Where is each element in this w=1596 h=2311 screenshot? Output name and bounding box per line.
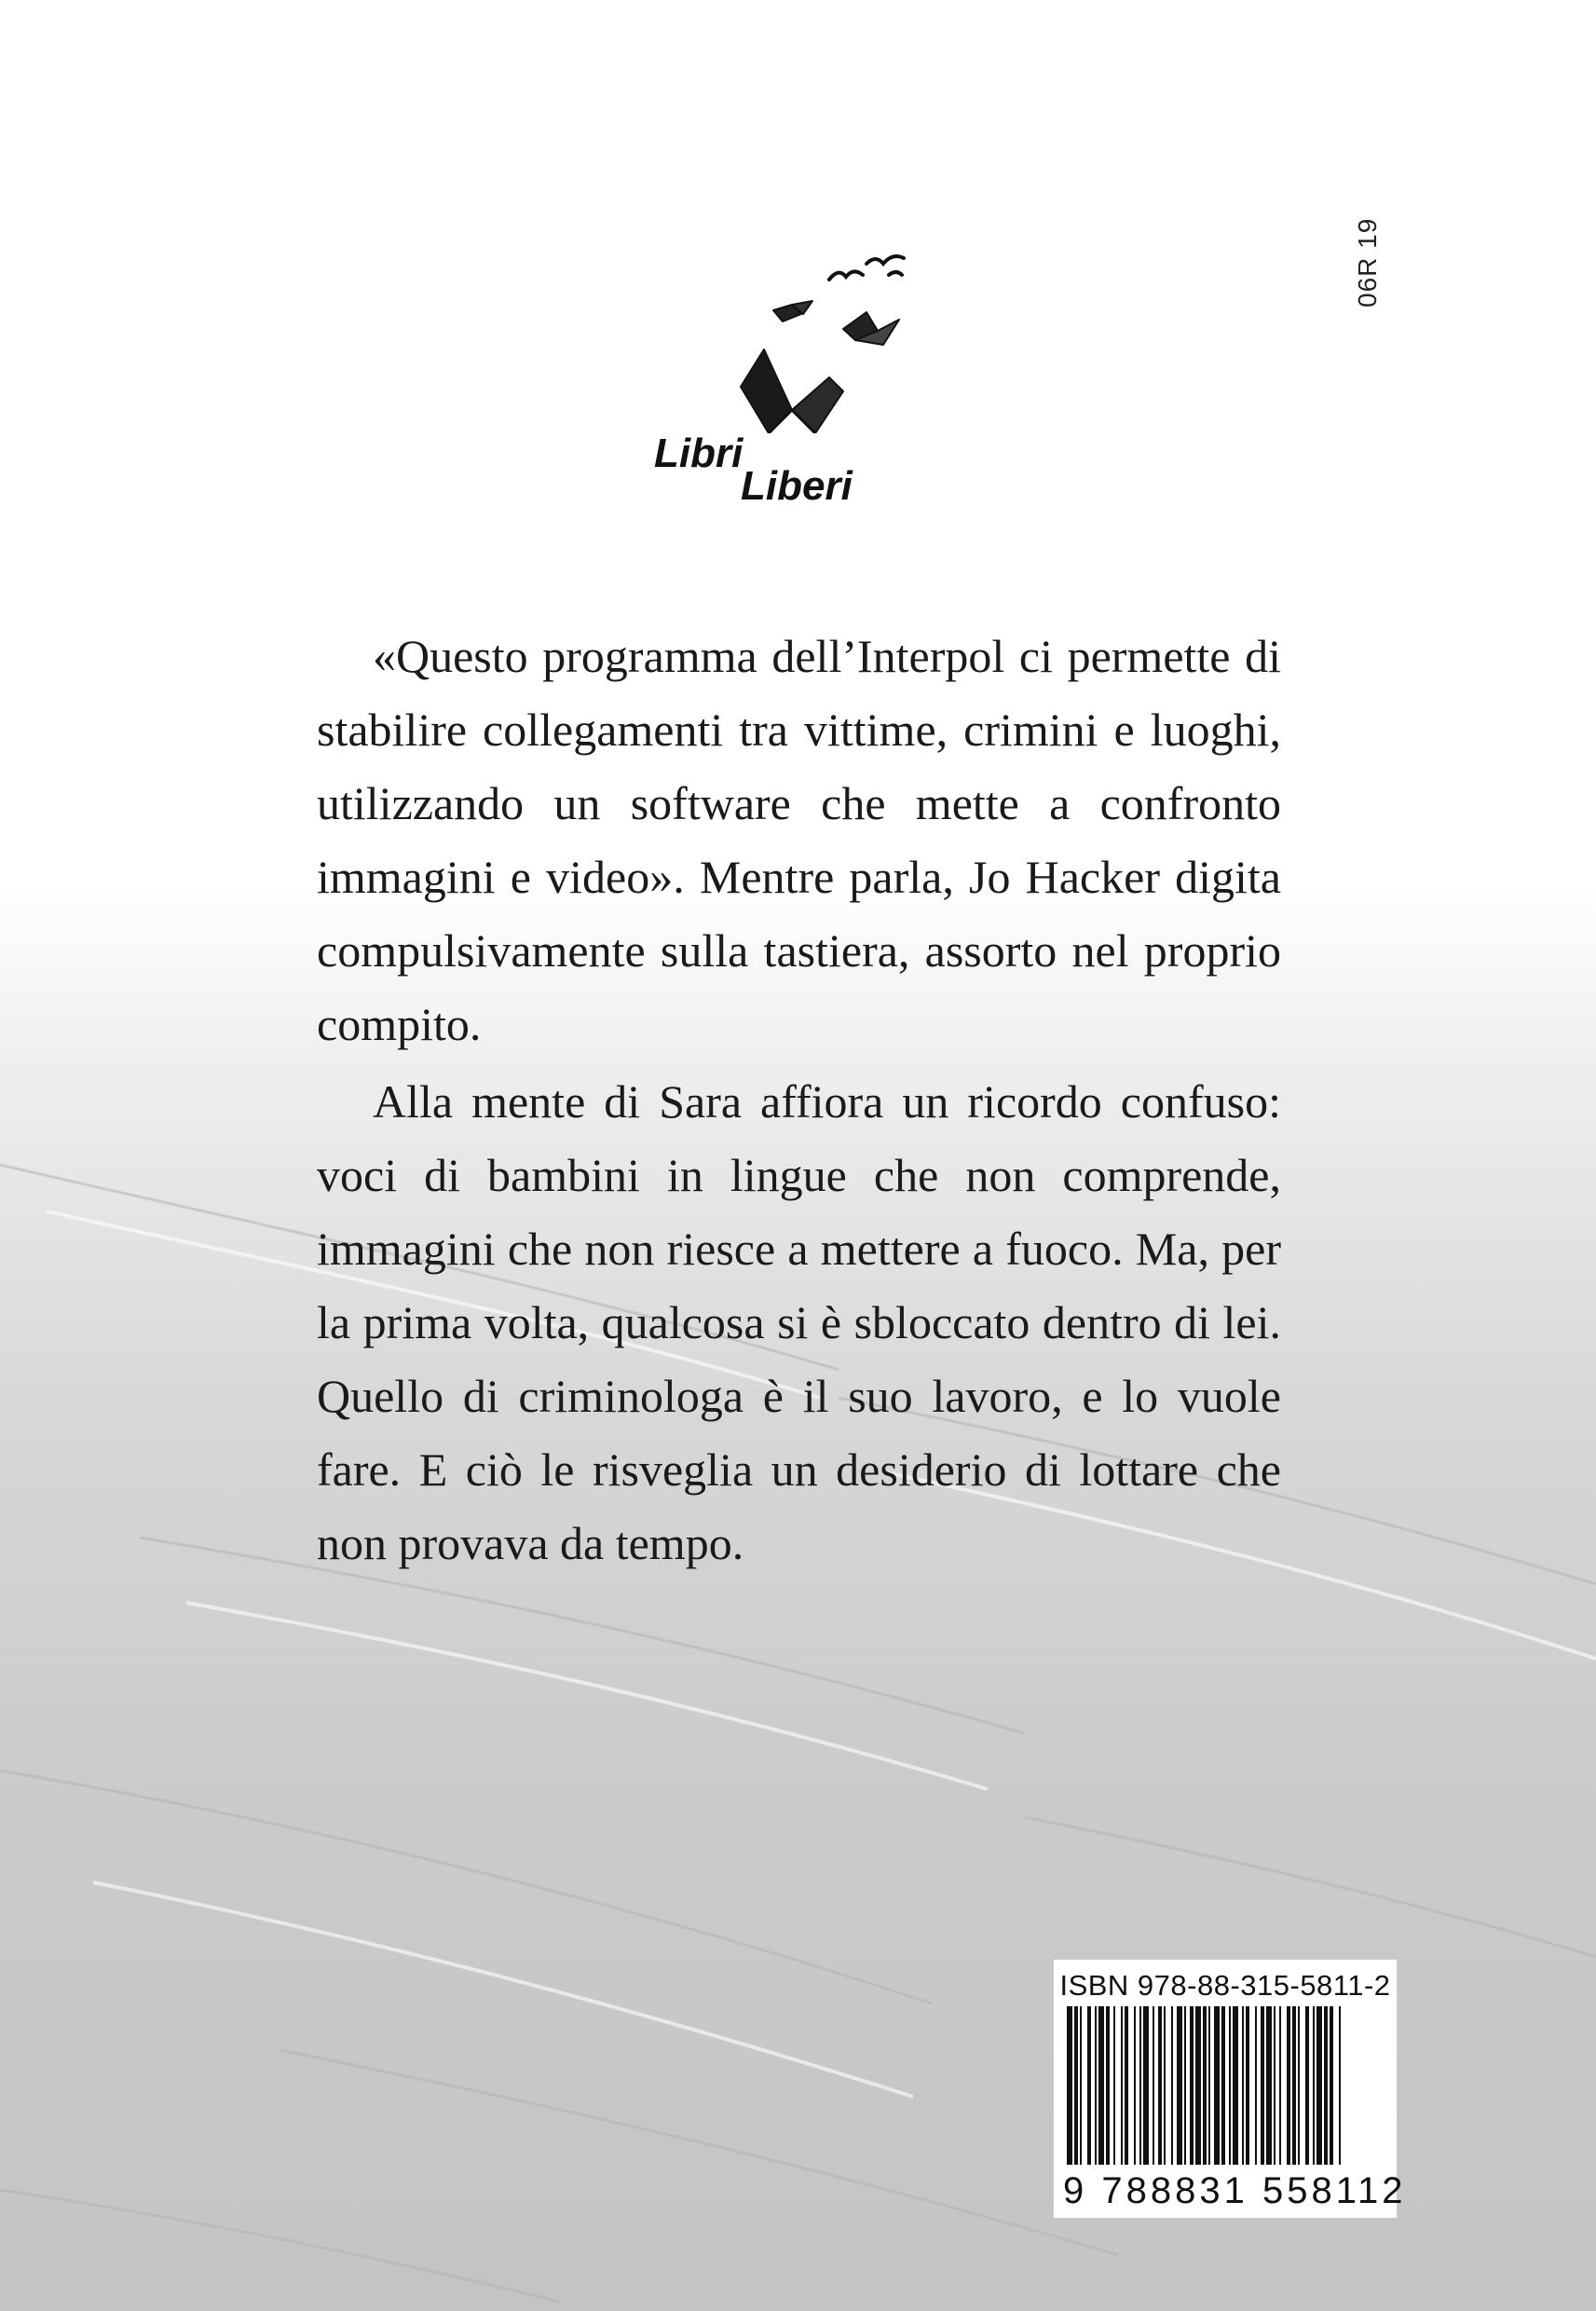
barcode-digits: 9 788831 558112 <box>1063 2170 1407 2211</box>
logo-word-libri: Libri <box>654 431 743 476</box>
back-cover-blurb <box>317 620 1281 1584</box>
publisher-logo <box>643 247 941 508</box>
spine-code: 06R 19 <box>1353 217 1382 308</box>
flying-books-icon <box>643 247 941 433</box>
isbn-barcode-box <box>1053 1959 1407 2219</box>
isbn-label: ISBN 978-88-315-5811-2 <box>1059 1969 1391 2002</box>
barcode-icon <box>1067 2006 1384 2174</box>
blurb-paragraph: «Questo programma dell’Interpol ci permette di stabilire collegamenti tra vittime, crimini e luoghi, utilizzando un software che mette a confronto immagini e video». Mentre parla, Jo Hacker digita compulsivamente sulla tastiera, assorto nel proprio compito. <box>317 630 1281 1050</box>
blurb-paragraph: Alla mente di Sara affiora un ricordo confuso: voci di bambini in lingue che non comprende, immagini che non riesce a mettere a fuoco. Ma, per la prima volta, qualcosa si è sbloccato dentro di lei. Quello di criminologa è il suo lavoro, e lo vuole fare. E ciò le risveglia un desiderio di lottare che non provava da tempo. <box>317 1075 1281 1569</box>
logo-word-liberi: Liberi <box>741 463 853 509</box>
